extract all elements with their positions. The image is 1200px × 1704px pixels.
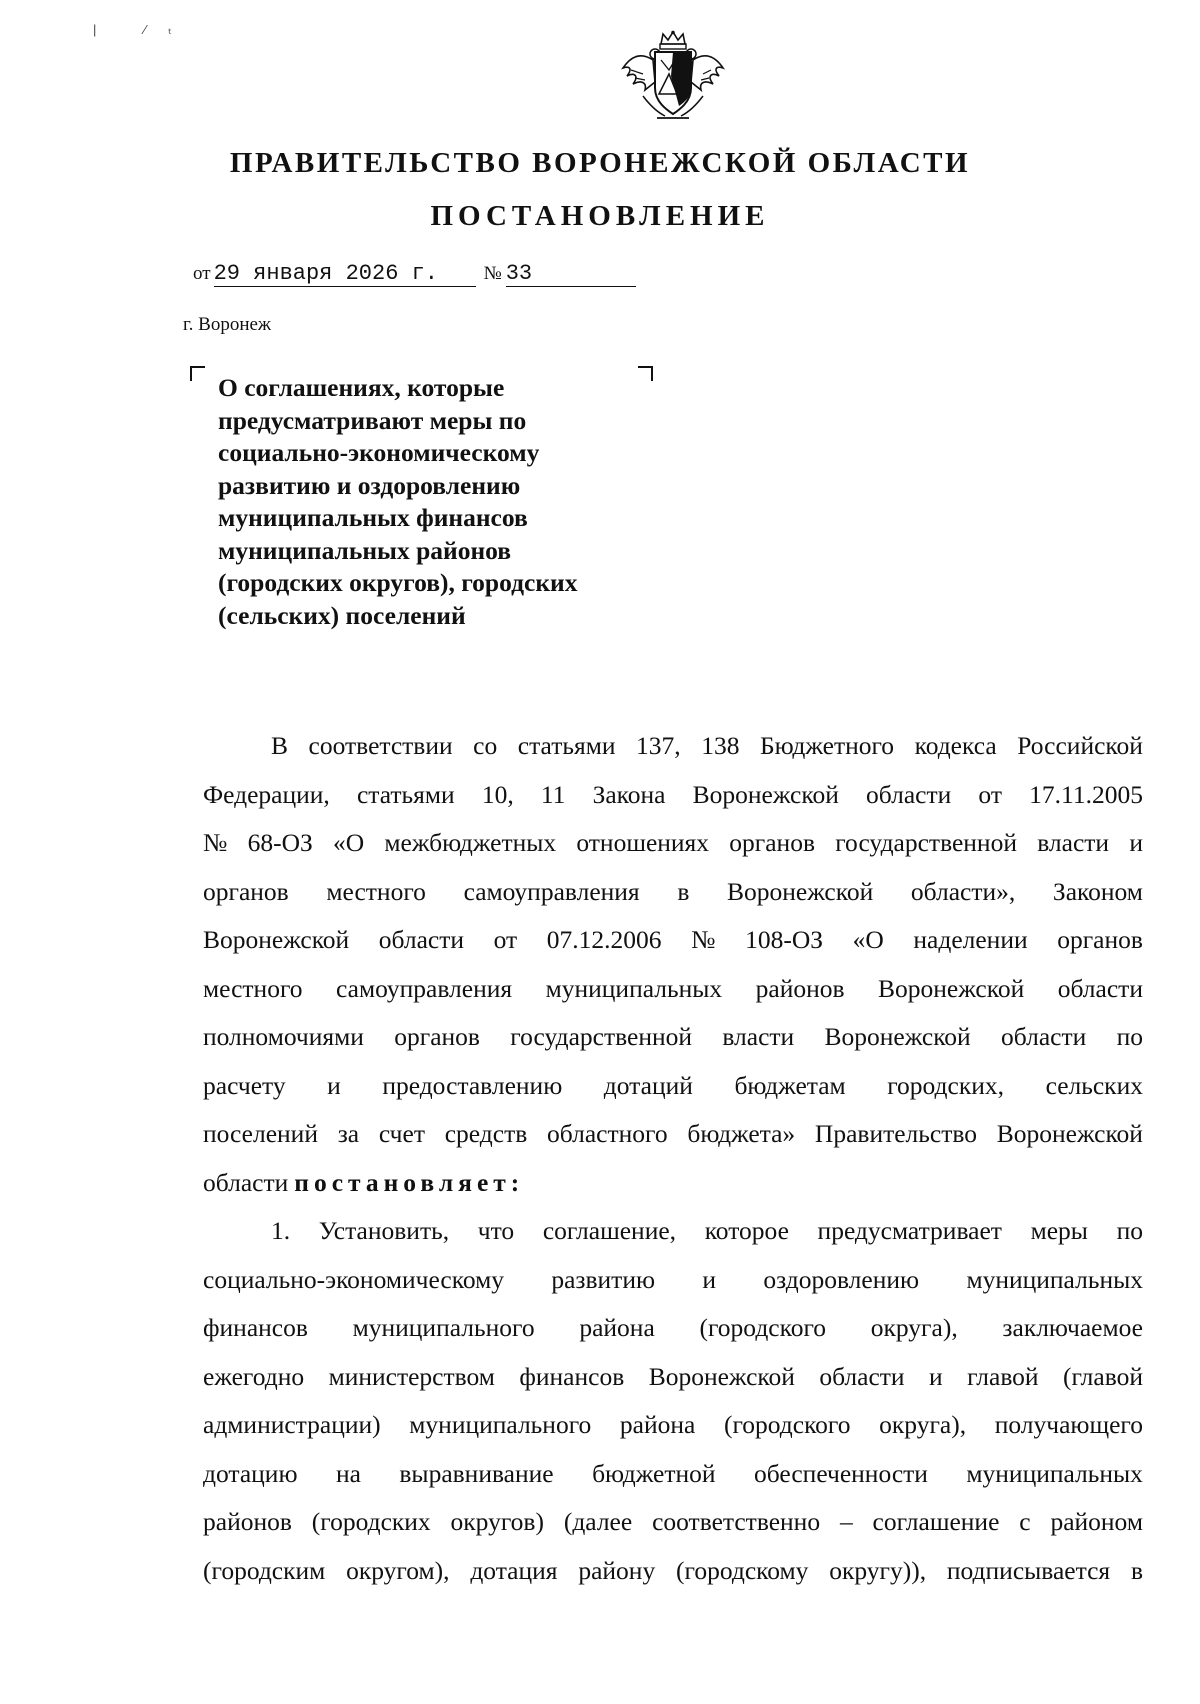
word: муниципальных [966,1264,1143,1294]
word: наделении [913,925,1028,954]
word: (городского [699,1313,827,1342]
word: «О [333,828,365,857]
word: от [493,925,518,954]
body-line [203,916,1143,965]
body-line [203,771,1143,820]
word: соглашение [872,1507,1000,1536]
document-type: ПОСТАНОВЛЕНИЕ [430,200,770,232]
word: Воронежской [878,973,1025,1003]
word: расчету [203,1070,286,1100]
word: средств [444,1119,528,1148]
word: которое [704,1216,789,1245]
word: Правительство [814,1119,977,1148]
word: Воронежской [692,779,839,809]
word: с [1019,1507,1031,1536]
word: статьями [356,779,455,809]
word: 07.12.2006 [546,925,662,954]
word: (городским [203,1555,326,1585]
word: (главой [1063,1361,1143,1391]
word: соответствии [308,731,453,760]
word: района [579,1313,655,1342]
word: самоуправления [336,973,513,1003]
word: 17.11.2005 [1029,779,1143,809]
word: району [578,1555,656,1585]
word: дотаций [603,1070,693,1100]
coat-of-arms-icon [613,30,733,125]
word: за [337,1119,360,1148]
word: Воронежской [996,1119,1143,1148]
word: 68-ОЗ [247,828,313,857]
word: и [702,1264,717,1294]
word: органов [394,1022,480,1051]
word: округа), [879,1410,967,1439]
word: дотацию [203,1458,298,1488]
word: района [619,1410,696,1439]
word: округов) [450,1507,544,1536]
word: районов [203,1507,292,1536]
word: что [477,1216,515,1245]
word: 138 [701,731,740,760]
word: межбюджетных [384,828,557,857]
word: обеспеченности [754,1458,928,1488]
government-title: ПРАВИТЕЛЬСТВО ВОРОНЕЖСКОЙ ОБЛАСТИ [229,147,971,179]
word: выравнивание [399,1458,554,1488]
word: заключаемое [1002,1313,1143,1342]
word: № [691,925,716,954]
body-line-last [203,1159,1143,1208]
word: финансов [203,1313,308,1342]
word: № [203,828,228,857]
word: Законом [1052,876,1143,906]
word: 137, [636,731,681,760]
word: Установить, [318,1216,450,1245]
body-line [203,1110,1143,1159]
word: 10, [481,779,514,809]
word: счет [378,1119,425,1148]
word: Воронежской [203,925,350,954]
word: Федерации, [203,779,330,809]
word: самоуправления [463,876,640,906]
word: областного [547,1119,668,1148]
word: (городскому [676,1555,809,1585]
word: кодекса [914,731,997,760]
word: соглашение, [542,1216,677,1245]
body-line [203,722,1143,771]
word: муниципального [352,1313,535,1342]
word: области [1057,973,1143,1003]
number-sign: № [483,263,502,284]
subject-line: предусматривают меры по [218,405,527,435]
word: предусматривает [817,1216,1002,1245]
word: местного [203,973,303,1003]
word: Бюджетного [759,731,895,760]
word: поселений [203,1119,318,1148]
word: получающего [994,1410,1143,1439]
word: по [1116,1022,1143,1051]
word: Воронежской [824,1022,971,1051]
word: со [473,731,498,760]
word: районов [755,973,845,1003]
word: ежегодно [203,1361,305,1391]
word: (городских [311,1507,431,1536]
word: бюджетной [592,1458,716,1488]
word: органов [203,876,289,906]
word: Воронежской [727,876,874,906]
word: области [819,1361,905,1391]
word: предоставлению [382,1070,563,1100]
word: области», [910,876,1016,906]
word: социально-экономическому [203,1264,504,1294]
word: Воронежской [648,1361,795,1391]
body-text: области [203,1167,289,1197]
word: и [327,1070,341,1100]
word: отношениях [576,828,710,857]
word: области [1001,1022,1087,1051]
word: и [929,1361,943,1391]
document-body [203,722,1143,1595]
body-line [203,1401,1143,1450]
body-line [203,868,1143,917]
word: области [866,779,952,809]
document-number: 33 [506,262,636,287]
word: статьями [517,731,616,760]
word: меры [1030,1216,1088,1245]
body-line [203,965,1143,1014]
word: министерством [328,1361,495,1391]
word: подписывается [946,1555,1111,1585]
word: дотация [470,1555,558,1585]
word: в [1130,1555,1143,1585]
word: «О [852,925,884,954]
body-line [203,1547,1143,1596]
word: муниципальных [966,1458,1143,1488]
subject-bracket-left [190,366,205,381]
word: бюджетам [734,1070,846,1100]
word: В [271,731,289,760]
body-line [203,1256,1143,1305]
word: финансов [519,1361,625,1391]
subject-line: (сельских) поселений [218,600,466,630]
word: Российской [1017,731,1143,760]
word: районом [1050,1507,1143,1536]
word: государственной [510,1022,693,1051]
subject-line: развитию и оздоровлению [218,470,521,500]
word: местного [326,876,426,906]
word: городских, [887,1070,1005,1100]
date-number-line [193,262,636,287]
word: в [677,876,690,906]
corner-marks: | ⁄ₜ [93,22,194,37]
word: администрации) [203,1410,381,1439]
word: органов [729,828,815,857]
subject-line: социально-экономическому [218,438,540,467]
word: округу)), [829,1555,927,1585]
subject-line: О соглашениях, которые [218,373,505,402]
body-line [203,819,1143,868]
word: развитию [551,1264,656,1294]
word: – [839,1507,853,1536]
word: сельских [1045,1070,1143,1100]
body-line [203,1450,1143,1499]
body-line [203,1207,1143,1256]
body-line [203,1353,1143,1402]
word: муниципального [409,1410,592,1439]
word: муниципальных [545,973,723,1003]
word: от [978,779,1002,809]
word: бюджета» [687,1119,796,1148]
subject-line: муниципальных финансов [218,503,528,532]
body-line [203,1013,1143,1062]
subject-line: (городских округов), городских [218,568,578,597]
body-line [203,1062,1143,1111]
word: округом), [346,1555,450,1585]
word: полномочиями [203,1022,364,1051]
word: области [378,925,465,954]
word: округа), [870,1313,958,1342]
word: 11 [540,779,566,809]
word: соответственно [652,1507,821,1536]
word: на [335,1458,361,1488]
word: власти [1037,828,1110,857]
date-prefix: от [193,263,211,284]
resolve-word: постановляет: [294,1167,525,1197]
word: 1. [271,1216,291,1245]
word: оздоровлению [763,1264,920,1294]
city: г. Воронеж [183,314,272,335]
word: (далее [563,1507,633,1536]
word: 108-ОЗ [745,925,824,954]
document-subject [218,372,648,632]
word: органов [1057,925,1143,954]
subject-line: муниципальных районов [218,535,512,565]
word: Закона [592,779,666,809]
word: (городского [723,1410,851,1439]
document-date: 29 января 2026 г. [214,262,476,287]
word: главой [967,1361,1039,1391]
word: и [1129,828,1143,857]
body-line [203,1498,1143,1547]
word: по [1116,1216,1143,1245]
body-line [203,1304,1143,1353]
word: государственной [835,828,1017,857]
word: власти [722,1022,795,1051]
